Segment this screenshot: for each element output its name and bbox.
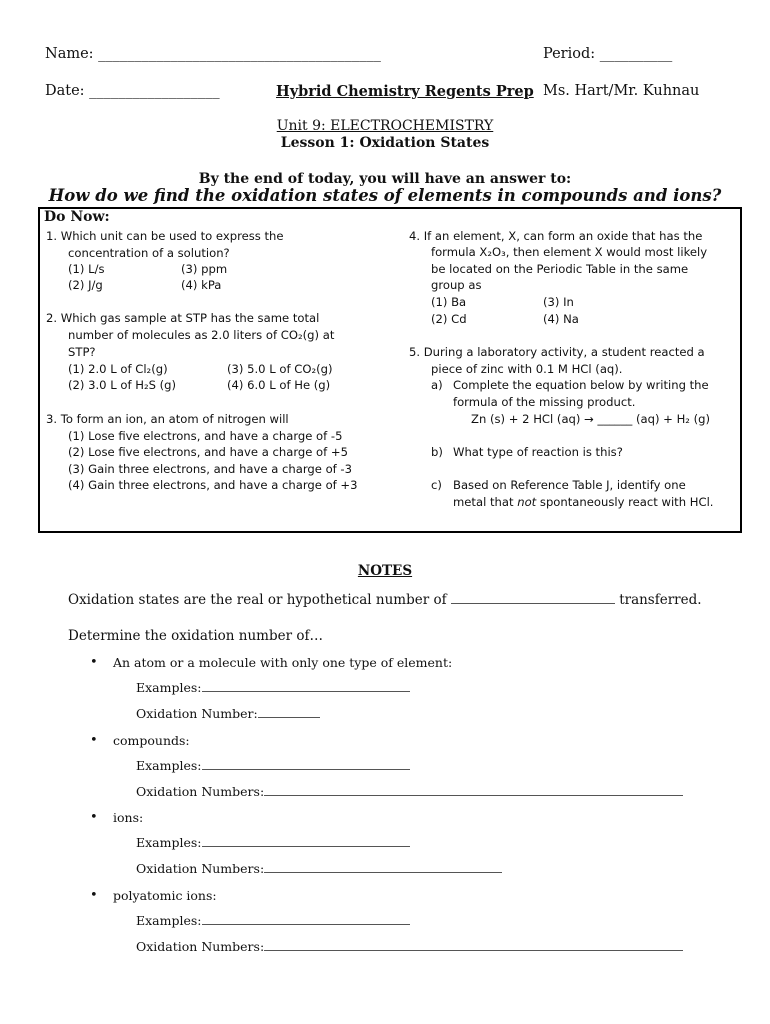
date-field-label[interactable]: Date: __________________ <box>45 83 220 99</box>
question-1-line: 1. Which unit can be used to express the <box>46 229 284 243</box>
q5-equation[interactable]: Zn (s) + 2 HCl (aq) → ______ (aq) + H₂ (g) <box>471 412 711 426</box>
q1-option-1[interactable]: (1) L/s <box>68 262 105 276</box>
q5-c-emphasis: not <box>517 495 537 509</box>
oxidation-row-2 <box>136 784 683 799</box>
bullet-icon: • <box>90 655 98 670</box>
q1-option-4[interactable]: (4) kPa <box>181 278 222 292</box>
question-4-line3: be located on the Periodic Table in the same <box>431 262 689 276</box>
q2-option-2[interactable]: (2) 3.0 L of H₂S (g) <box>68 378 177 392</box>
question-1-line: concentration of a solution? <box>68 245 230 260</box>
teacher-names: Ms. Hart/Mr. Kuhnau <box>543 83 700 99</box>
question-4-line1: 4. If an element, X, can form an oxide that has the <box>409 229 703 243</box>
examples-blank[interactable] <box>202 923 410 925</box>
notes-line-1-text: Oxidation states are the real or hypothetical number of <box>68 592 447 608</box>
q3-option-4[interactable]: (4) Gain three electrons, and have a charge of +3 <box>68 478 358 492</box>
examples-label: Examples: <box>136 913 202 928</box>
do-now-title: Do Now: <box>44 209 110 225</box>
bullet-1-label: An atom or a molecule with only one type of element: <box>113 655 453 670</box>
oxidation-blank[interactable] <box>264 949 683 951</box>
q5-c-text: spontaneously react with HCl. <box>536 495 714 509</box>
oxidation-blank[interactable] <box>258 716 320 718</box>
question-4-line4: group as <box>431 278 482 292</box>
bullet-4-label: polyatomic ions: <box>113 888 217 903</box>
q5-part-a-label: a) <box>431 378 443 392</box>
question-2-line3: STP? <box>68 345 96 359</box>
question-2-line1: 2. Which gas sample at STP has the same total <box>46 311 320 325</box>
lesson-title: Lesson 1: Oxidation States <box>280 135 490 151</box>
period-field-label[interactable]: Period: __________ <box>543 46 673 62</box>
q1-option-2[interactable]: (2) J/g <box>68 278 103 292</box>
q2-option-3[interactable]: (3) 5.0 L of CO₂(g) <box>227 362 333 376</box>
q3-option-2[interactable]: (2) Lose five electrons, and have a charge of +5 <box>68 445 349 459</box>
q4-option-2[interactable]: (2) Cd <box>431 312 467 326</box>
bullet-3-label: ions: <box>113 810 144 825</box>
notes-line-2: Determine the oxidation number of… <box>68 628 323 644</box>
q2-option-4[interactable]: (4) 6.0 L of He (g) <box>227 378 331 392</box>
objective-question: How do we find the oxidation states of elements in compounds and ions? <box>48 186 722 205</box>
examples-blank[interactable] <box>202 690 410 692</box>
oxidation-label: Oxidation Numbers: <box>136 939 265 954</box>
bullet-icon: • <box>90 810 98 825</box>
q1-option-3[interactable]: (3) ppm <box>181 262 228 276</box>
oxidation-label: Oxidation Numbers: <box>136 861 265 876</box>
q4-option-1[interactable]: (1) Ba <box>431 295 467 309</box>
examples-blank[interactable] <box>202 845 410 847</box>
oxidation-row-4 <box>136 939 683 954</box>
q4-option-3[interactable]: (3) In <box>543 295 574 309</box>
examples-row-4 <box>136 913 410 928</box>
q5-part-c-line2 <box>453 494 713 511</box>
question-4-line2: formula X₂O₃, then element X would most likely <box>431 245 708 259</box>
oxidation-label: Oxidation Number: <box>136 706 258 721</box>
examples-blank[interactable] <box>202 768 410 770</box>
question-5-line2: piece of zinc with 0.1 M HCl (aq). <box>431 362 623 376</box>
question-2-line2: number of molecules as 2.0 liters of CO₂(g) at <box>68 328 335 342</box>
q5-c-text: metal that <box>453 495 518 509</box>
examples-label: Examples: <box>136 835 202 850</box>
q5-part-b-label: b) <box>431 445 443 459</box>
examples-label: Examples: <box>136 680 202 695</box>
name-field-label[interactable]: Name: _______________________________________ <box>45 46 381 62</box>
unit-title: Unit 9: ELECTROCHEMISTRY <box>276 118 494 134</box>
examples-label: Examples: <box>136 758 202 773</box>
bullet-2-label: compounds: <box>113 733 190 748</box>
bullet-icon: • <box>90 733 98 748</box>
notes-line-1-end: transferred. <box>619 592 702 608</box>
examples-row-2 <box>136 758 410 773</box>
oxidation-row-3 <box>136 861 502 876</box>
q3-option-1[interactable]: (1) Lose five electrons, and have a charge of -5 <box>68 429 343 443</box>
q3-option-3[interactable]: (3) Gain three electrons, and have a charge of -3 <box>68 462 352 476</box>
q5-part-a-line2: formula of the missing product. <box>453 395 636 409</box>
oxidation-blank[interactable] <box>264 871 502 873</box>
q4-option-4[interactable]: (4) Na <box>543 312 579 326</box>
question-3-line1: 3. To form an ion, an atom of nitrogen will <box>46 412 289 426</box>
question-5-line1: 5. During a laboratory activity, a student reacted a <box>409 345 705 359</box>
q5-part-c-label: c) <box>431 478 442 492</box>
oxidation-row-1 <box>136 706 320 721</box>
examples-row-3 <box>136 835 410 850</box>
course-title: Hybrid Chemistry Regents Prep <box>276 83 534 100</box>
q5-part-a-line1: Complete the equation below by writing the <box>453 378 709 392</box>
q5-part-b-line1: What type of reaction is this? <box>453 445 623 459</box>
question-1 <box>46 228 284 262</box>
oxidation-blank[interactable] <box>264 794 683 796</box>
notes-line-1 <box>68 592 702 608</box>
examples-row-1 <box>136 680 410 695</box>
answer-blank[interactable] <box>451 602 615 604</box>
objective-intro: By the end of today, you will have an answer to: <box>198 171 572 187</box>
q5-part-c-line1: Based on Reference Table J, identify one <box>453 478 686 492</box>
q2-option-1[interactable]: (1) 2.0 L of Cl₂(g) <box>68 362 168 376</box>
bullet-icon: • <box>90 888 98 903</box>
oxidation-label: Oxidation Numbers: <box>136 784 265 799</box>
notes-title: NOTES <box>357 563 413 579</box>
